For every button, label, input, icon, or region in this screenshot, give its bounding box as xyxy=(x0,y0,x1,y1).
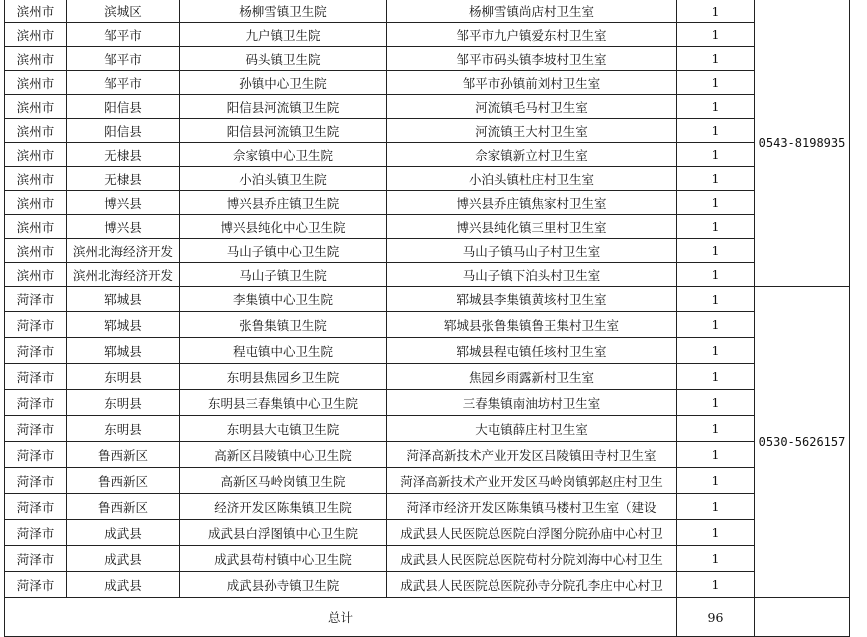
table-row xyxy=(5,71,850,95)
hospital-cell: 阳信县河流镇卫生院 xyxy=(180,119,387,143)
clinic-cell: 马山子镇下泊头村卫生室 xyxy=(387,263,677,287)
hospital-cell: 高新区吕陵镇中心卫生院 xyxy=(180,442,387,468)
clinic-cell: 菏泽市经济开发区陈集镇马楼村卫生室（建设 xyxy=(387,494,677,520)
clinic-cell: 河流镇毛马村卫生室 xyxy=(387,95,677,119)
count-cell: 1 xyxy=(677,263,755,287)
count-cell: 1 xyxy=(677,191,755,215)
count-cell: 1 xyxy=(677,416,755,442)
table-row xyxy=(5,364,850,390)
count-cell: 1 xyxy=(677,47,755,71)
count-cell: 1 xyxy=(677,338,755,364)
table-row xyxy=(5,47,850,71)
clinic-cell: 成武县人民医院总医院苟村分院刘海中心村卫生 xyxy=(387,546,677,572)
clinic-cell: 博兴县纯化镇三里村卫生室 xyxy=(387,215,677,239)
city-cell: 菏泽市 xyxy=(5,287,67,312)
count-cell: 1 xyxy=(677,71,755,95)
county-cell: 成武县 xyxy=(67,572,180,598)
clinic-cell: 邹平市孙镇前刘村卫生室 xyxy=(387,71,677,95)
county-cell: 郓城县 xyxy=(67,312,180,338)
count-cell: 1 xyxy=(677,468,755,494)
hospital-cell: 东明县大屯镇卫生院 xyxy=(180,416,387,442)
hospital-cell: 马山子镇卫生院 xyxy=(180,263,387,287)
city-cell: 菏泽市 xyxy=(5,546,67,572)
county-cell: 成武县 xyxy=(67,520,180,546)
count-cell: 1 xyxy=(677,119,755,143)
count-cell: 1 xyxy=(677,572,755,598)
city-cell: 菏泽市 xyxy=(5,494,67,520)
city-cell: 滨州市 xyxy=(5,167,67,191)
table-row xyxy=(5,119,850,143)
count-cell: 1 xyxy=(677,520,755,546)
hospital-cell: 马山子镇中心卫生院 xyxy=(180,239,387,263)
count-cell: 1 xyxy=(677,167,755,191)
county-cell: 邹平市 xyxy=(67,71,180,95)
county-cell: 滨州北海经济开发 xyxy=(67,239,180,263)
clinic-cell: 博兴县乔庄镇焦家村卫生室 xyxy=(387,191,677,215)
clinic-cell: 焦园乡雨露新村卫生室 xyxy=(387,364,677,390)
city-cell: 滨州市 xyxy=(5,143,67,167)
table-row xyxy=(5,287,850,312)
table-row xyxy=(5,95,850,119)
table-row xyxy=(5,143,850,167)
hospital-cell: 成武县白浮图镇中心卫生院 xyxy=(180,520,387,546)
county-cell: 博兴县 xyxy=(67,191,180,215)
hospital-cell: 码头镇卫生院 xyxy=(180,47,387,71)
county-cell: 郓城县 xyxy=(67,287,180,312)
county-cell: 东明县 xyxy=(67,416,180,442)
county-cell: 阳信县 xyxy=(67,95,180,119)
count-cell: 1 xyxy=(677,390,755,416)
city-cell: 菏泽市 xyxy=(5,390,67,416)
county-cell: 滨州北海经济开发 xyxy=(67,263,180,287)
county-cell: 东明县 xyxy=(67,364,180,390)
table-row xyxy=(5,263,850,287)
table-row xyxy=(5,23,850,47)
hospital-cell: 博兴县纯化中心卫生院 xyxy=(180,215,387,239)
total-value: 96 xyxy=(677,598,755,637)
county-cell: 无棣县 xyxy=(67,143,180,167)
county-cell: 成武县 xyxy=(67,546,180,572)
county-cell: 鲁西新区 xyxy=(67,468,180,494)
county-cell: 鲁西新区 xyxy=(67,494,180,520)
clinic-cell: 成武县人民医院总医院孙寺分院孔李庄中心村卫 xyxy=(387,572,677,598)
hospital-cell: 博兴县乔庄镇卫生院 xyxy=(180,191,387,215)
clinic-cell: 郓城县张鲁集镇鲁王集村卫生室 xyxy=(387,312,677,338)
hospital-cell: 经济开发区陈集镇卫生院 xyxy=(180,494,387,520)
city-cell: 滨州市 xyxy=(5,0,67,23)
clinic-cell: 菏泽高新技术产业开发区吕陵镇田寺村卫生室 xyxy=(387,442,677,468)
clinic-cell: 邹平市码头镇李坡村卫生室 xyxy=(387,47,677,71)
county-cell: 博兴县 xyxy=(67,215,180,239)
city-cell: 菏泽市 xyxy=(5,520,67,546)
city-cell: 菏泽市 xyxy=(5,572,67,598)
hospital-cell: 佘家镇中心卫生院 xyxy=(180,143,387,167)
table-row xyxy=(5,572,850,598)
table-row xyxy=(5,312,850,338)
count-cell: 1 xyxy=(677,364,755,390)
hospital-cell: 小泊头镇卫生院 xyxy=(180,167,387,191)
table-row xyxy=(5,338,850,364)
phone-cell-heze: 0530-5626157 xyxy=(755,287,850,598)
county-cell: 滨城区 xyxy=(67,0,180,23)
city-cell: 滨州市 xyxy=(5,239,67,263)
count-cell: 1 xyxy=(677,546,755,572)
hospital-cell: 阳信县河流镇卫生院 xyxy=(180,95,387,119)
table-row xyxy=(5,239,850,263)
hospital-cell: 杨柳雪镇卫生院 xyxy=(180,0,387,23)
clinic-cell: 郓城县李集镇黄垓村卫生室 xyxy=(387,287,677,312)
city-cell: 滨州市 xyxy=(5,23,67,47)
county-cell: 阳信县 xyxy=(67,119,180,143)
phone-cell-binzhou: 0543-8198935 xyxy=(755,0,850,287)
table-row xyxy=(5,167,850,191)
city-cell: 滨州市 xyxy=(5,95,67,119)
table-row xyxy=(5,494,850,520)
county-cell: 东明县 xyxy=(67,390,180,416)
hospital-cell: 九户镇卫生院 xyxy=(180,23,387,47)
county-cell: 无棣县 xyxy=(67,167,180,191)
clinic-cell: 菏泽高新技术产业开发区马岭岗镇郭赵庄村卫生 xyxy=(387,468,677,494)
hospital-cell: 李集镇中心卫生院 xyxy=(180,287,387,312)
clinic-cell: 邹平市九户镇爱东村卫生室 xyxy=(387,23,677,47)
city-cell: 滨州市 xyxy=(5,215,67,239)
clinic-cell: 郓城县程屯镇任垓村卫生室 xyxy=(387,338,677,364)
city-cell: 菏泽市 xyxy=(5,312,67,338)
clinic-cell: 成武县人民医院总医院白浮图分院孙庙中心村卫 xyxy=(387,520,677,546)
hospital-cell: 程屯镇中心卫生院 xyxy=(180,338,387,364)
hospital-cell: 成武县孙寺镇卫生院 xyxy=(180,572,387,598)
count-cell: 1 xyxy=(677,95,755,119)
hospital-cell: 东明县三春集镇中心卫生院 xyxy=(180,390,387,416)
clinic-cell: 小泊头镇杜庄村卫生室 xyxy=(387,167,677,191)
count-cell: 1 xyxy=(677,442,755,468)
city-cell: 滨州市 xyxy=(5,47,67,71)
county-cell: 鲁西新区 xyxy=(67,442,180,468)
clinic-cell: 大屯镇薛庄村卫生室 xyxy=(387,416,677,442)
hospital-cell: 成武县苟村镇中心卫生院 xyxy=(180,546,387,572)
table-row xyxy=(5,442,850,468)
county-cell: 邹平市 xyxy=(67,47,180,71)
hospital-cell: 东明县焦园乡卫生院 xyxy=(180,364,387,390)
count-cell: 1 xyxy=(677,287,755,312)
total-label: 总计 xyxy=(5,598,677,637)
count-cell: 1 xyxy=(677,312,755,338)
hospital-cell: 高新区马岭岗镇卫生院 xyxy=(180,468,387,494)
clinic-cell: 杨柳雪镇尚店村卫生室 xyxy=(387,0,677,23)
table-row xyxy=(5,0,850,23)
city-cell: 菏泽市 xyxy=(5,442,67,468)
county-cell: 郓城县 xyxy=(67,338,180,364)
recruitment-table xyxy=(4,0,850,637)
city-cell: 菏泽市 xyxy=(5,416,67,442)
count-cell: 1 xyxy=(677,143,755,167)
table-row xyxy=(5,520,850,546)
city-cell: 菏泽市 xyxy=(5,338,67,364)
count-cell: 1 xyxy=(677,0,755,23)
count-cell: 1 xyxy=(677,23,755,47)
city-cell: 滨州市 xyxy=(5,263,67,287)
table-row xyxy=(5,468,850,494)
city-cell: 滨州市 xyxy=(5,191,67,215)
clinic-cell: 三春集镇南油坊村卫生室 xyxy=(387,390,677,416)
total-row xyxy=(5,598,850,637)
table-row xyxy=(5,191,850,215)
count-cell: 1 xyxy=(677,215,755,239)
city-cell: 菏泽市 xyxy=(5,364,67,390)
city-cell: 滨州市 xyxy=(5,71,67,95)
clinic-cell: 河流镇王大村卫生室 xyxy=(387,119,677,143)
hospital-cell: 孙镇中心卫生院 xyxy=(180,71,387,95)
table-row xyxy=(5,215,850,239)
clinic-cell: 佘家镇新立村卫生室 xyxy=(387,143,677,167)
city-cell: 滨州市 xyxy=(5,119,67,143)
city-cell: 菏泽市 xyxy=(5,468,67,494)
table-row xyxy=(5,390,850,416)
total-blank-cell xyxy=(755,598,850,637)
count-cell: 1 xyxy=(677,239,755,263)
clinic-cell: 马山子镇马山子村卫生室 xyxy=(387,239,677,263)
table-row xyxy=(5,416,850,442)
hospital-cell: 张鲁集镇卫生院 xyxy=(180,312,387,338)
table-row xyxy=(5,546,850,572)
county-cell: 邹平市 xyxy=(67,23,180,47)
count-cell: 1 xyxy=(677,494,755,520)
